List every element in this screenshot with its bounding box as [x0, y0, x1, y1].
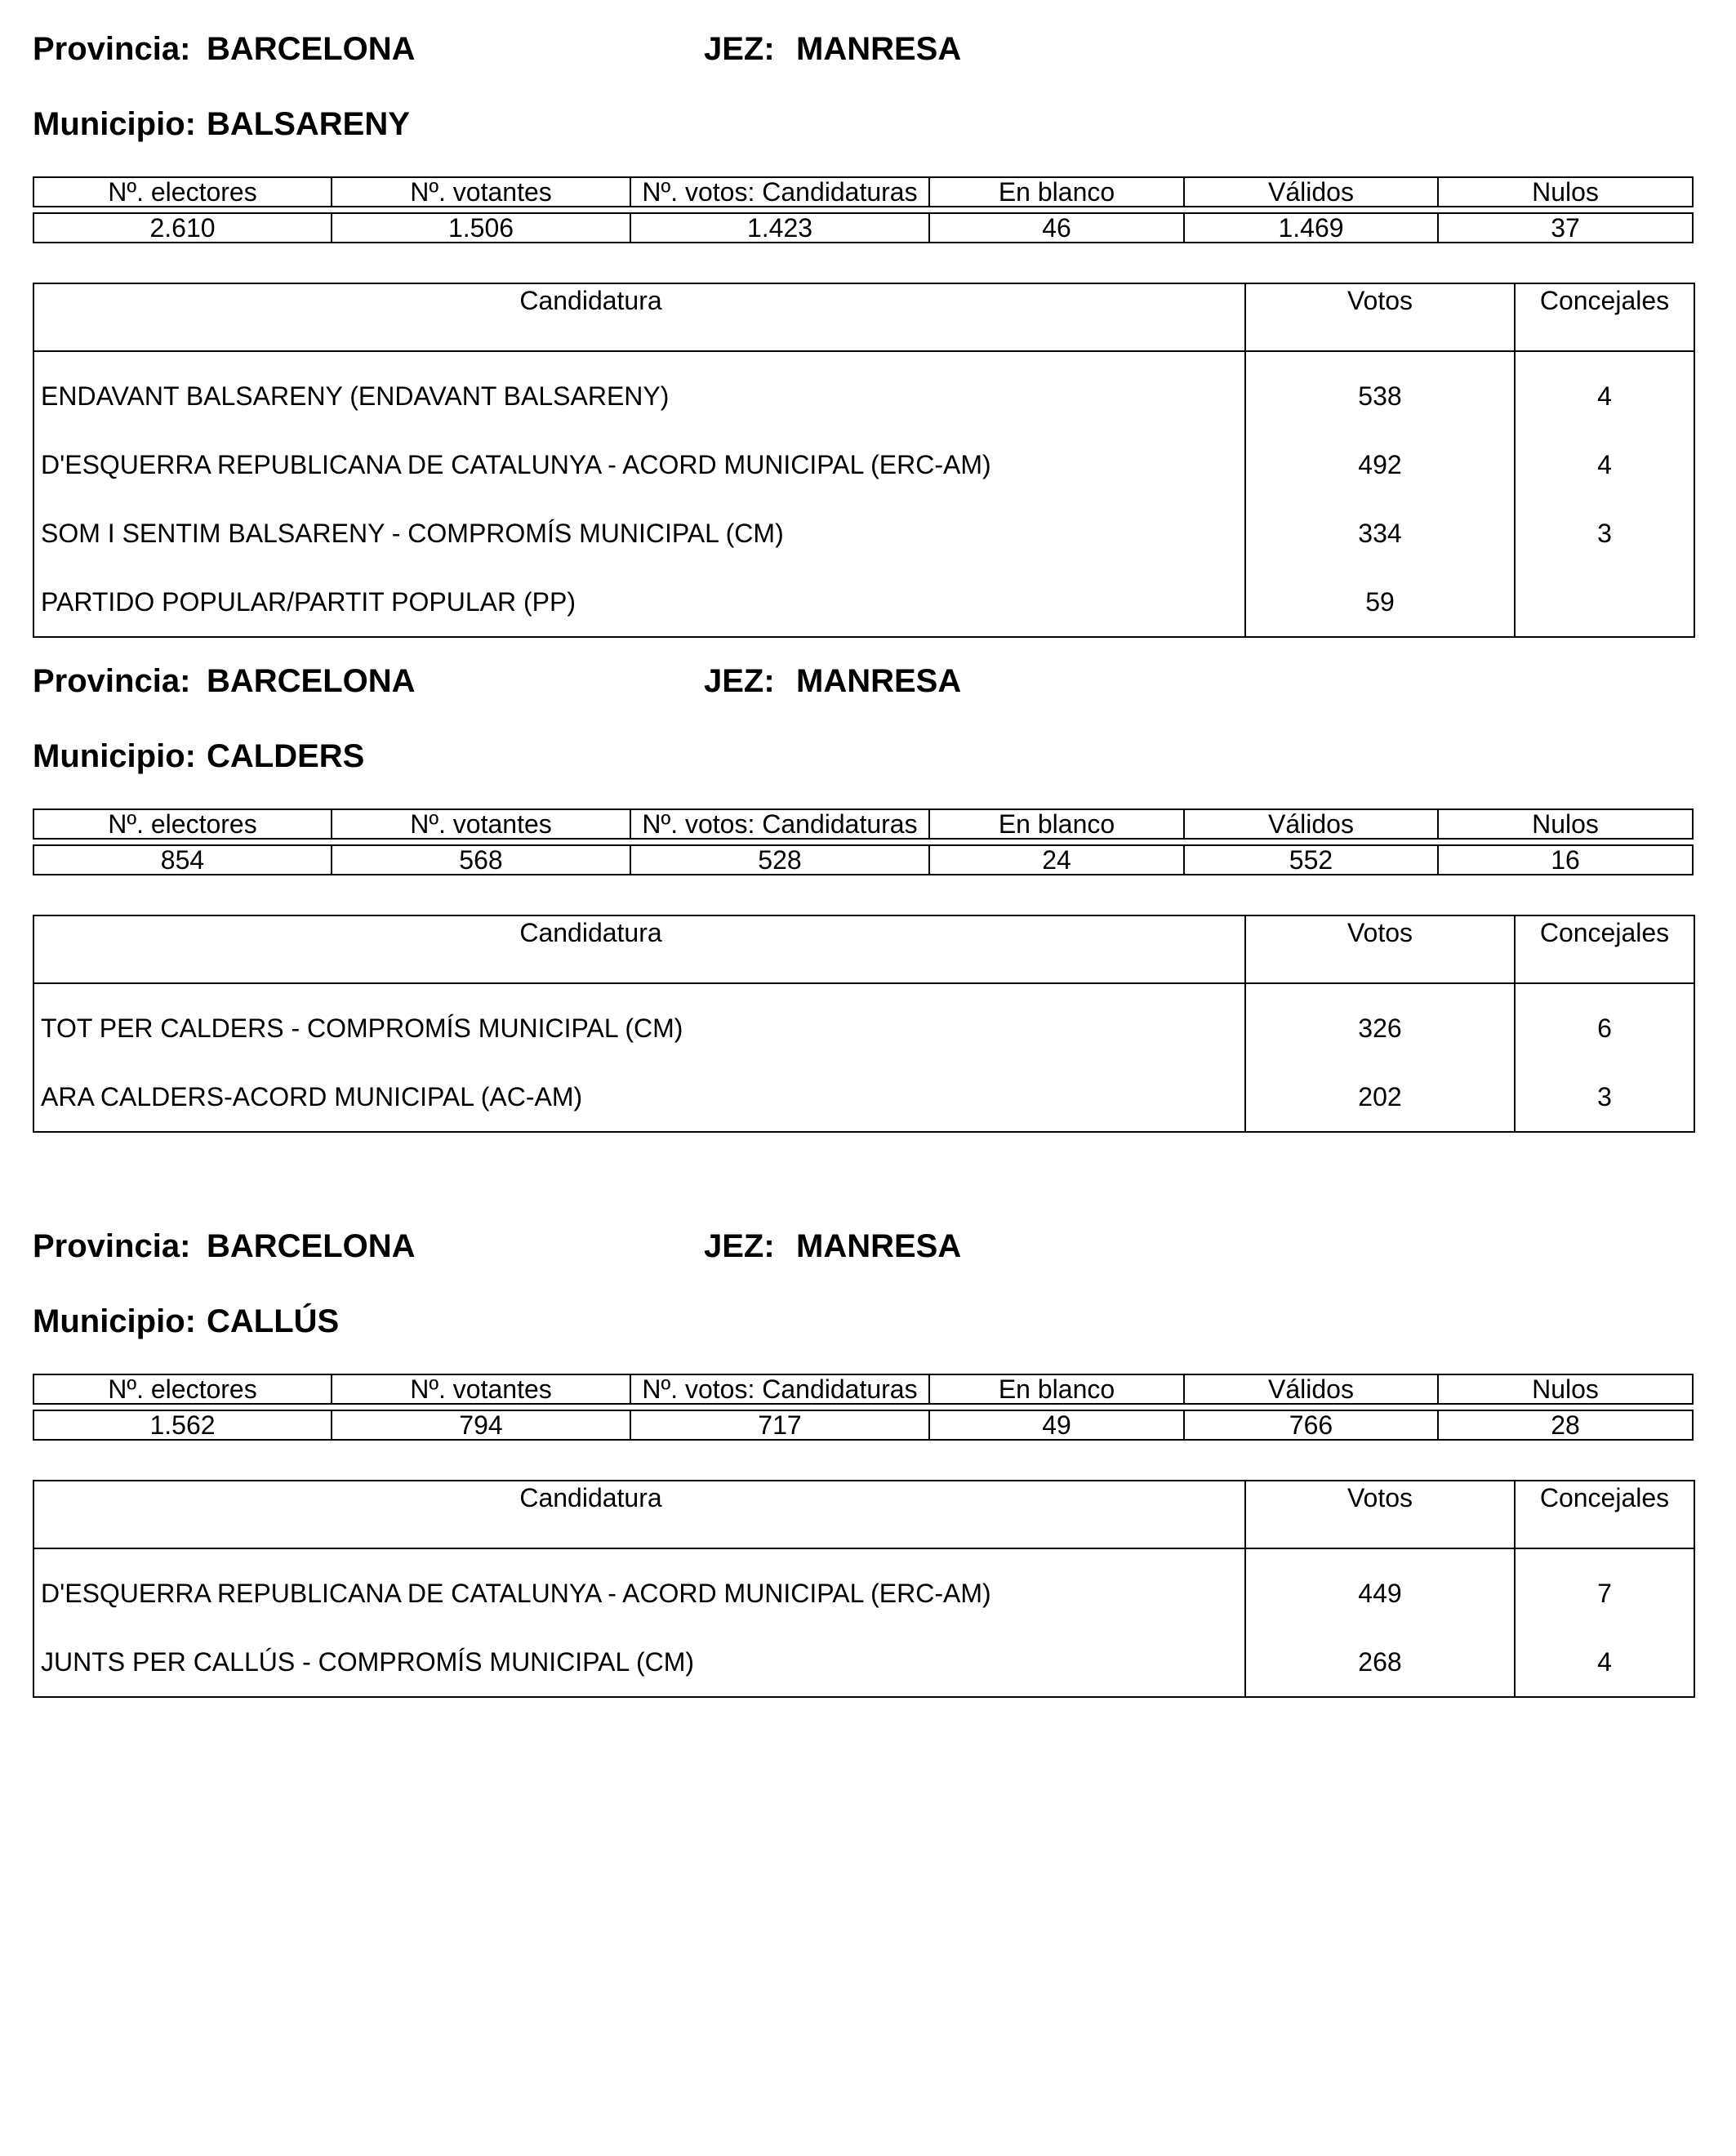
jez-value: MANRESA	[796, 1228, 962, 1264]
candidatura-name: PARTIDO POPULAR/PARTIT POPULAR (PP)	[33, 568, 1245, 637]
votos-candidaturas-value: 717	[631, 1410, 930, 1441]
concejales-header: Concejales	[1515, 283, 1694, 351]
summary-table	[33, 1374, 1694, 1441]
electores-value: 1.562	[33, 1410, 332, 1441]
jez-label: JEZ:	[704, 31, 775, 67]
candidatura-name: D'ESQUERRA REPUBLICANA DE CATALUNYA - ACORD MUNICIPAL (ERC-AM)	[33, 1548, 1245, 1628]
votos-candidaturas-header: Nº. votos: Candidaturas	[631, 1374, 930, 1405]
municipio-value: CALLÚS	[207, 1303, 340, 1339]
nulos-header: Nulos	[1439, 176, 1694, 207]
en-blanco-value: 46	[930, 212, 1185, 243]
results-header-row	[33, 915, 1694, 983]
electores-header: Nº. electores	[33, 808, 332, 840]
votantes-value: 1.506	[332, 212, 631, 243]
nulos-value: 37	[1439, 212, 1694, 243]
nulos-header: Nulos	[1439, 1374, 1694, 1405]
provincia-value: BARCELONA	[207, 663, 416, 699]
votantes-header: Nº. votantes	[332, 1374, 631, 1405]
votos-value: 59	[1245, 568, 1515, 637]
validos-value: 1.469	[1185, 212, 1439, 243]
summary-table	[33, 176, 1694, 243]
electores-value: 854	[33, 844, 332, 875]
votos-header: Votos	[1245, 283, 1515, 351]
results-row	[33, 351, 1694, 430]
votos-candidaturas-value: 1.423	[631, 212, 930, 243]
results-row	[33, 1062, 1694, 1132]
votos-header: Votos	[1245, 1481, 1515, 1548]
candidatura-name: TOT PER CALDERS - COMPROMÍS MUNICIPAL (CM)	[33, 983, 1245, 1062]
jez-label: JEZ:	[704, 1228, 775, 1264]
jez-value: MANRESA	[796, 663, 962, 699]
provincia-label: Provincia:	[33, 1228, 191, 1264]
summary-value-row	[33, 1410, 1694, 1441]
provincia-label: Provincia:	[33, 31, 191, 67]
nulos-value: 28	[1439, 1410, 1694, 1441]
provincia-value: BARCELONA	[207, 1228, 416, 1264]
concejales-value: 6	[1515, 983, 1694, 1062]
summary-value-row	[33, 844, 1694, 875]
results-row	[33, 568, 1694, 637]
votos-candidaturas-header: Nº. votos: Candidaturas	[631, 808, 930, 840]
votos-value: 492	[1245, 430, 1515, 499]
concejales-value: 4	[1515, 430, 1694, 499]
votos-candidaturas-header: Nº. votos: Candidaturas	[631, 176, 930, 207]
validos-value: 552	[1185, 844, 1439, 875]
concejales-value: 7	[1515, 1548, 1694, 1628]
summary-value-row	[33, 212, 1694, 243]
results-header-row	[33, 1481, 1694, 1548]
en-blanco-header: En blanco	[930, 808, 1185, 840]
summary-header-row	[33, 1374, 1694, 1405]
concejales-value: 3	[1515, 499, 1694, 568]
results-row	[33, 983, 1694, 1062]
concejales-header: Concejales	[1515, 1481, 1694, 1548]
jez-label: JEZ:	[704, 663, 775, 699]
en-blanco-value: 24	[930, 844, 1185, 875]
candidatura-header: Candidatura	[33, 283, 1245, 351]
candidatura-header: Candidatura	[33, 915, 1245, 983]
votantes-header: Nº. votantes	[332, 176, 631, 207]
candidatura-name: ENDAVANT BALSARENY (ENDAVANT BALSARENY)	[33, 351, 1245, 430]
concejales-value: 4	[1515, 351, 1694, 430]
candidatura-name: SOM I SENTIM BALSARENY - COMPROMÍS MUNICIPAL (CM)	[33, 499, 1245, 568]
votos-value: 538	[1245, 351, 1515, 430]
candidatura-header: Candidatura	[33, 1481, 1245, 1548]
votos-header: Votos	[1245, 915, 1515, 983]
validos-header: Válidos	[1185, 1374, 1439, 1405]
municipio-value: CALDERS	[207, 738, 365, 774]
votos-value: 334	[1245, 499, 1515, 568]
nulos-header: Nulos	[1439, 808, 1694, 840]
provincia-value: BARCELONA	[207, 31, 416, 67]
votantes-header: Nº. votantes	[332, 808, 631, 840]
summary-header-row	[33, 808, 1694, 840]
results-row	[33, 1548, 1694, 1628]
municipio-value: BALSARENY	[207, 106, 410, 142]
validos-header: Válidos	[1185, 176, 1439, 207]
en-blanco-header: En blanco	[930, 1374, 1185, 1405]
nulos-value: 16	[1439, 844, 1694, 875]
results-row	[33, 499, 1694, 568]
validos-value: 766	[1185, 1410, 1439, 1441]
jez-value: MANRESA	[796, 31, 962, 67]
en-blanco-value: 49	[930, 1410, 1185, 1441]
votos-value: 268	[1245, 1628, 1515, 1697]
results-header-row	[33, 283, 1694, 351]
votantes-value: 568	[332, 844, 631, 875]
results-table	[33, 1480, 1695, 1698]
concejales-value: 4	[1515, 1628, 1694, 1697]
municipio-label: Municipio:	[33, 738, 196, 774]
votos-value: 202	[1245, 1062, 1515, 1132]
candidatura-name: JUNTS PER CALLÚS - COMPROMÍS MUNICIPAL (CM)	[33, 1628, 1245, 1697]
summary-header-row	[33, 176, 1694, 207]
results-table	[33, 915, 1695, 1133]
en-blanco-header: En blanco	[930, 176, 1185, 207]
votos-value: 326	[1245, 983, 1515, 1062]
candidatura-name: ARA CALDERS-ACORD MUNICIPAL (AC-AM)	[33, 1062, 1245, 1132]
concejales-value	[1515, 568, 1694, 637]
summary-table	[33, 808, 1694, 875]
municipio-label: Municipio:	[33, 106, 196, 142]
validos-header: Válidos	[1185, 808, 1439, 840]
votos-candidaturas-value: 528	[631, 844, 930, 875]
provincia-label: Provincia:	[33, 663, 191, 699]
electores-value: 2.610	[33, 212, 332, 243]
results-row	[33, 1628, 1694, 1697]
results-row	[33, 430, 1694, 499]
concejales-value: 3	[1515, 1062, 1694, 1132]
votantes-value: 794	[332, 1410, 631, 1441]
candidatura-name: D'ESQUERRA REPUBLICANA DE CATALUNYA - ACORD MUNICIPAL (ERC-AM)	[33, 430, 1245, 499]
electores-header: Nº. electores	[33, 1374, 332, 1405]
electores-header: Nº. electores	[33, 176, 332, 207]
municipio-label: Municipio:	[33, 1303, 196, 1339]
results-table	[33, 283, 1695, 638]
concejales-header: Concejales	[1515, 915, 1694, 983]
votos-value: 449	[1245, 1548, 1515, 1628]
